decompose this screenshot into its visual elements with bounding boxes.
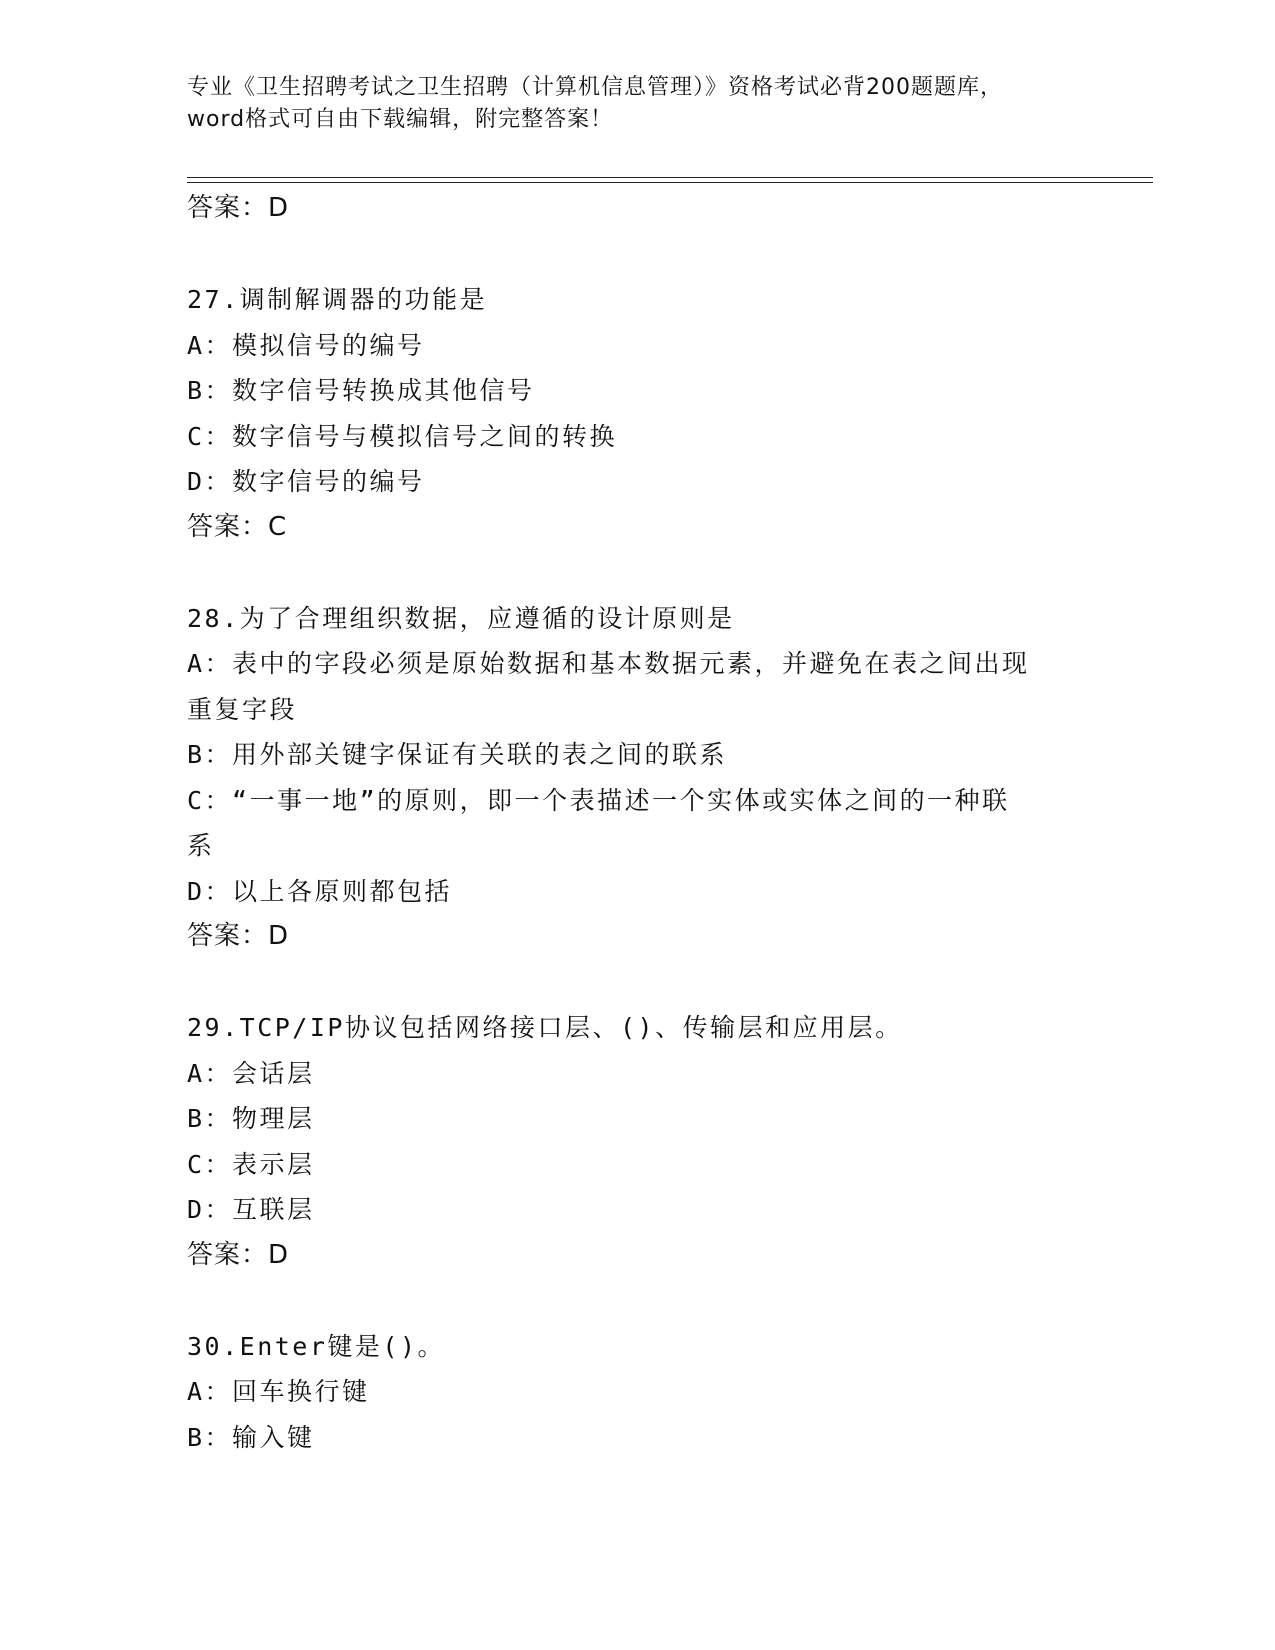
option-a: A：模拟信号的编号 <box>187 330 425 360</box>
document-header <box>187 72 1067 136</box>
option-d: D：以上各原则都包括 <box>187 876 453 906</box>
question-stem: 30.Enter键是()。 <box>187 1331 446 1361</box>
answer-line: 答案：D <box>187 921 290 951</box>
spacer <box>187 232 1087 278</box>
option-c: C：“一事一地”的原则，即一个表描述一个实体或实体之间的一种联 <box>187 785 1010 815</box>
option-c: C：数字信号与模拟信号之间的转换 <box>187 421 618 451</box>
question-stem: 29.TCP/IP协议包括网络接口层、()、传输层和应用层。 <box>187 1013 903 1042</box>
option-a: A：回车换行键 <box>187 1377 370 1406</box>
previous-answer: 答案：D <box>187 193 290 223</box>
option-b: B：数字信号转换成其他信号 <box>187 376 535 405</box>
question-list <box>187 186 1087 1460</box>
header-title-line-1: 专业《卫生招聘考试之卫生招聘（计算机信息管理）》资格考试必背200题题库， <box>187 75 1003 100</box>
question-stem: 28.为了合理组织数据，应遵循的设计原则是 <box>187 603 735 633</box>
answer-line: 答案：C <box>187 511 288 542</box>
answer-line: 答案：D <box>187 1239 290 1270</box>
header-title-line-2: word格式可自由下载编辑，附完整答案！ <box>187 107 614 132</box>
option-a-continued: 重复字段 <box>187 694 298 724</box>
option-d: D：数字信号的编号 <box>187 467 425 496</box>
option-d: D：互联层 <box>187 1195 315 1224</box>
header-divider-bottom <box>187 182 1153 183</box>
spacer <box>187 960 1087 1006</box>
spacer <box>187 550 1087 596</box>
option-a: A：表中的字段必须是原始数据和基本数据元素，并避免在表之间出现 <box>187 649 1030 678</box>
question-block-29 <box>187 1005 1087 1278</box>
question-block-27 <box>187 277 1087 550</box>
question-block-30 <box>187 1324 1087 1461</box>
option-b: B：输入键 <box>187 1422 315 1452</box>
header-divider-top <box>187 177 1153 178</box>
question-stem: 27.调制解调器的功能是 <box>187 285 488 314</box>
option-b: B：用外部关键字保证有关联的表之间的联系 <box>187 740 728 769</box>
option-c-continued: 系 <box>187 831 215 860</box>
spacer <box>187 1278 1087 1324</box>
option-c: C：表示层 <box>187 1149 315 1179</box>
option-b: B：物理层 <box>187 1104 315 1133</box>
question-block-28 <box>187 596 1087 960</box>
option-a: A：会话层 <box>187 1058 315 1088</box>
